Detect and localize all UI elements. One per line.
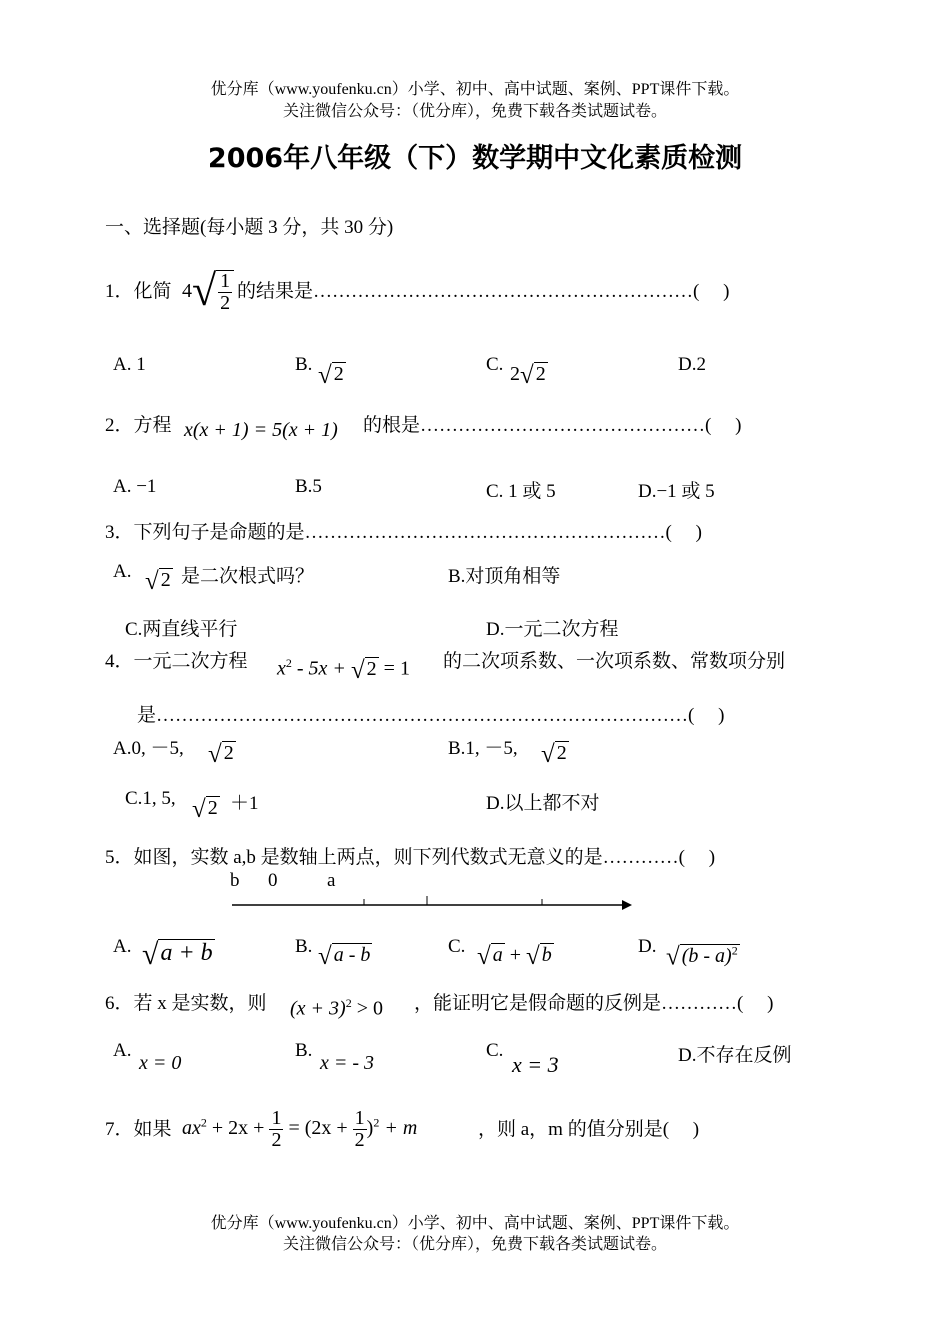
q6-option-d: D.不存在反例	[678, 1045, 792, 1066]
q4-option-a: A.0, －5,	[113, 738, 184, 759]
q2-option-a: A. −1	[113, 476, 157, 497]
q5-option-a: A.	[113, 936, 132, 957]
q5-option-d: D.	[638, 936, 657, 957]
header-line-2: 关注微信公众号：（优分库），免费下载各类试题试卷。	[282, 103, 667, 120]
question-1-label: 1．化简	[105, 281, 172, 302]
q3-option-a-tail: 是二次根式吗？	[181, 566, 315, 587]
q3-option-a-expr: √ 2	[145, 568, 171, 595]
q6-option-c: C.	[486, 1040, 504, 1061]
q4-option-c: C.1, 5,	[125, 788, 176, 809]
question-4-label: 4．一元二次方程	[105, 651, 248, 672]
q6-option-b: B.	[295, 1040, 313, 1061]
q1-option-a: A. 1	[113, 354, 146, 375]
q5-option-a-expr: √a + b	[142, 938, 213, 971]
q4-option-c-expr: √ 2	[192, 796, 218, 823]
footer-line-2: 关注微信公众号：（优分库），免费下载各类试题试卷。	[282, 1236, 667, 1253]
question-2-tail: 的根是………………………………………( )	[363, 415, 742, 436]
question-7-expression: $ax^2 + 2x$ + $\frac{1}{2}$ = (2x + $\frac{1}{2}$ )$^2$ + m	[182, 1107, 418, 1151]
question-5-stem: 5．如图，实数 a,b 是数轴上两点，则下列代数式无意义的是…………( )	[105, 847, 716, 868]
q1-option-b-expr: √ 2	[318, 362, 344, 389]
number-line	[228, 894, 638, 914]
q5-option-c-expr: √ a + √ b	[477, 943, 552, 970]
question-4-tail: 的二次项系数、一次项系数、常数项分别	[443, 651, 786, 672]
q3-option-d: D.一元二次方程	[486, 619, 619, 640]
number-line-label-b: b	[230, 870, 240, 891]
q1-option-c-expr: 2√ 2	[510, 362, 546, 389]
q6-option-a-expr: x = 0	[139, 1052, 182, 1074]
q3-option-a: A.	[113, 561, 132, 582]
q2-option-b: B.5	[295, 476, 322, 497]
q1-option-c: C.	[486, 354, 504, 375]
q4-option-a-expr: √ 2	[208, 741, 234, 768]
q4-option-c-tail: ＋1	[230, 793, 259, 814]
q2-option-c: C. 1 或 5	[486, 481, 556, 502]
q6-option-a: A.	[113, 1040, 132, 1061]
q4-option-b: B.1, －5,	[448, 738, 518, 759]
question-4-line-2: 是…………………………………………………………………………( )	[137, 705, 725, 726]
q5-option-d-expr: √ (b - a)$^2$	[666, 943, 738, 971]
q1-option-d: D.2	[678, 354, 706, 375]
question-7-tail: ，则 a，m 的值分别是( )	[478, 1119, 700, 1140]
q4-option-d: D.以上都不对	[486, 793, 600, 814]
number-line-label-a: a	[327, 870, 336, 891]
section-heading: 一、选择题(每小题 3 分，共 30 分)	[105, 217, 394, 238]
header-line-1: 优分库（www.youfenku.cn）小学、初中、高中试题、案例、PPT课件下载。	[210, 81, 740, 98]
question-7-label: 7．如果	[105, 1119, 172, 1140]
q2-option-d: D.−1 或 5	[638, 481, 715, 502]
question-6-tail: ，能证明它是假命题的反例是…………( )	[414, 993, 774, 1014]
q5-option-b: B.	[295, 936, 313, 957]
q5-option-c: C.	[448, 936, 466, 957]
question-1-expression: 4√ $\frac{1}{2}$	[182, 265, 234, 316]
question-1-tail: 的结果是……………………………………………………( )	[237, 281, 730, 302]
footer-line-1: 优分库（www.youfenku.cn）小学、初中、高中试题、案例、PPT课件下载。	[210, 1215, 740, 1232]
question-3-stem: 3．下列句子是命题的是…………………………………………………( )	[105, 522, 702, 543]
question-6-expression: $(x + 3)^2 > 0$	[290, 996, 383, 1020]
q4-option-b-expr: √ 2	[541, 741, 567, 768]
question-4-expression: $x^2 - 5x$ + √ 2 = 1	[277, 656, 410, 684]
page-title: 2006年八年级（下）数学期中文化素质检测	[207, 143, 743, 174]
q1-option-b: B.	[295, 354, 313, 375]
q6-option-c-expr: x = 3	[512, 1052, 559, 1077]
q3-option-c: C.两直线平行	[125, 619, 238, 640]
q3-option-b: B.对顶角相等	[448, 566, 561, 587]
question-2-label: 2．方程	[105, 415, 172, 436]
q5-option-b-expr: √ a - b	[318, 943, 371, 970]
question-6-label: 6．若 x 是实数，则	[105, 993, 267, 1014]
question-2-expression: x(x + 1) = 5(x + 1)	[184, 419, 338, 441]
q6-option-b-expr: x = - 3	[320, 1052, 375, 1074]
number-line-label-0: 0	[268, 870, 278, 891]
